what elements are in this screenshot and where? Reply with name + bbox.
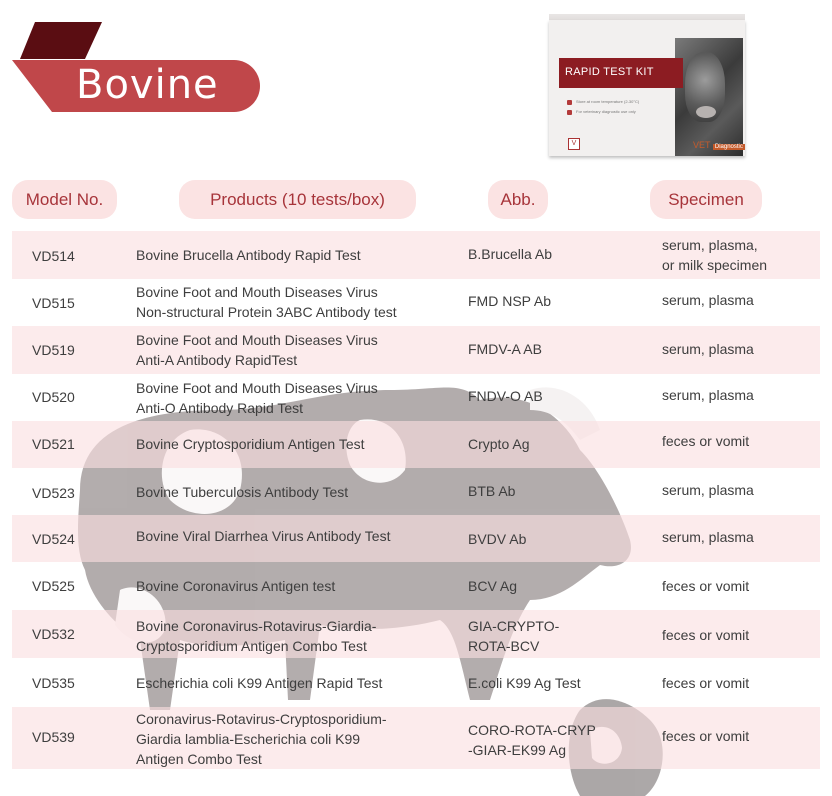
table-row [12,707,820,769]
product-name: Bovine Brucella Antibody Rapid Test [136,247,361,263]
specimen: serum, plasma, or milk specimen [662,237,768,273]
product-name: Bovine Coronavirus-Rotavirus-Giardia- Cryptosporidium Antigen Combo Test [136,618,377,654]
table-row [12,374,820,421]
model-no: VD535 [32,675,75,691]
table-row [12,279,820,326]
rapid-test-kit-image [545,14,745,156]
table-row [12,658,820,707]
model-no: VD523 [32,485,75,501]
header-products: Products (10 tests/box) [179,180,416,219]
category-title: Bovine [76,62,219,108]
model-no: VD519 [32,342,75,358]
specimen: feces or vomit [662,675,750,691]
kit-bullet: Store at room temperature (2-30°C) [576,99,640,104]
model-no: VD520 [32,389,75,405]
abbreviation: E.coli K99 Ag Test [468,675,581,691]
table-row [12,421,820,468]
kit-label: RAPID TEST KIT [565,66,654,78]
model-no: VD539 [32,729,75,745]
model-no: VD524 [32,531,75,547]
table-row [12,562,820,610]
specimen: serum, plasma [662,482,754,498]
model-no: VD521 [32,436,75,452]
product-name: Coronavirus-Rotavirus-Cryptosporidium- Giardia lamblia-Escherichia coli K99 Antigen Combo Test [136,711,387,767]
specimen: feces or vomit [662,578,750,594]
model-no: VD515 [32,295,75,311]
abbreviation: FMDV-A AB [468,341,542,357]
table-row [12,515,820,562]
table-row [12,610,820,658]
model-no: VD532 [32,626,75,642]
abbreviation: Crypto Ag [468,436,530,452]
abbreviation: GIA-CRYPTO- ROTA-BCV [468,618,560,654]
specimen: serum, plasma [662,341,754,357]
header-abb: Abb. [488,180,548,219]
abbreviation: B.Brucella Ab [468,246,553,262]
product-name: Bovine Viral Diarrhea Virus Antibody Test [136,528,391,544]
abbreviation: FMD NSP Ab [468,293,551,309]
product-name: Bovine Foot and Mouth Diseases Virus Anti-O Antibody Rapid Test [136,380,378,416]
product-name: Bovine Foot and Mouth Diseases Virus Non-structural Protein 3ABC Antibody test [136,284,397,320]
abbreviation: FNDV-O AB [468,388,543,404]
specimen: feces or vomit [662,433,750,449]
abbreviation: BVDV Ab [468,531,527,547]
brand-logo-icon: V [568,138,580,150]
model-no: VD525 [32,578,75,594]
product-name: Bovine Foot and Mouth Diseases Virus Anti-A Antibody RapidTest [136,332,378,368]
abbreviation: BTB Ab [468,483,516,499]
kit-bullet: For veterinary diagnostic use only [576,109,636,114]
kit-brand: VET Diagnostic [693,140,743,150]
table-row [12,468,820,515]
product-name: Bovine Tuberculosis Antibody Test [136,484,349,500]
specimen: feces or vomit [662,627,750,643]
model-no: VD514 [32,248,75,264]
product-name: Bovine Coronavirus Antigen test [136,578,336,594]
specimen: serum, plasma [662,387,754,403]
abbreviation: BCV Ag [468,578,518,594]
table-row [12,231,820,279]
abbreviation: CORO-ROTA-CRYP -GIAR-EK99 Ag [468,722,596,758]
header-specimen: Specimen [650,180,762,219]
header-model-no: Model No. [12,180,117,219]
specimen: serum, plasma [662,292,754,308]
product-name: Escherichia coli K99 Antigen Rapid Test [136,675,383,691]
specimen: feces or vomit [662,728,750,744]
product-name: Bovine Cryptosporidium Antigen Test [136,436,365,452]
specimen: serum, plasma [662,529,754,545]
table-row [12,326,820,374]
